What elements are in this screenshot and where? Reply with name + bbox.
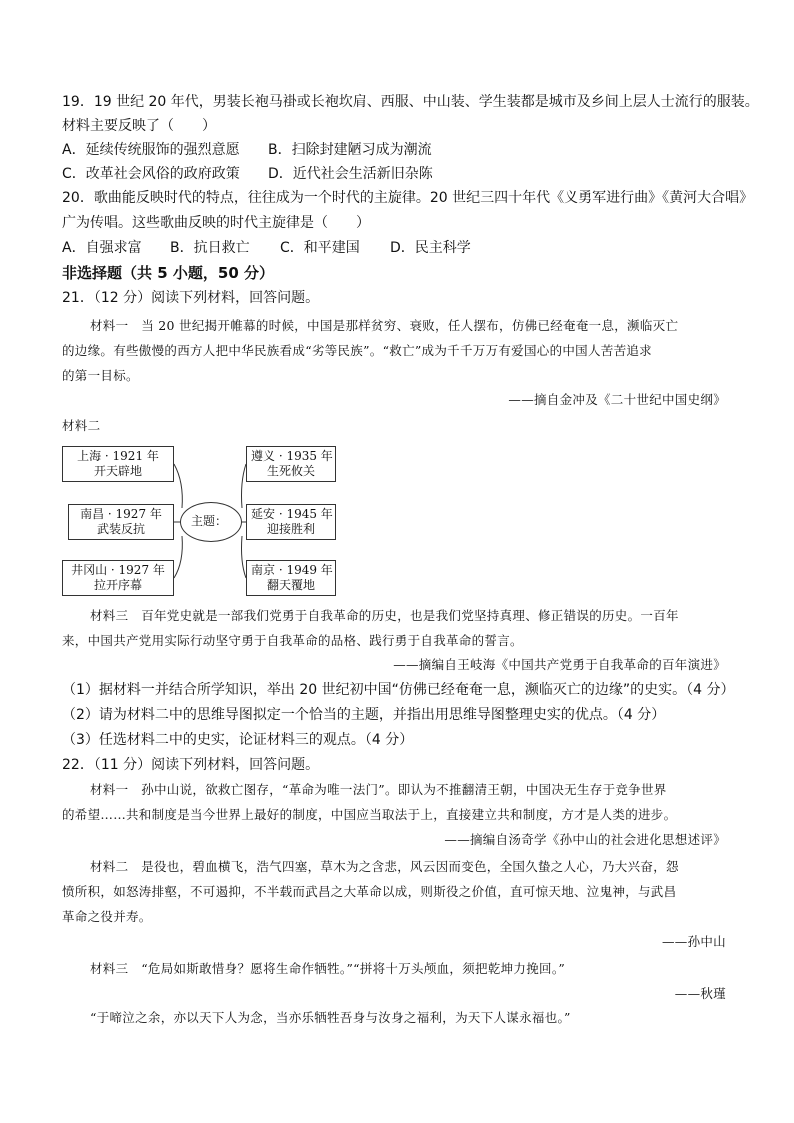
q22-material2-source: ——孙中山 [661, 934, 726, 949]
q21-material1-line1: 材料一 当 20 世纪揭开帷幕的时候，中国是那样贫穷、衰败，任人摆布，仿佛已经奄奄一息，濒临灭亡 [90, 318, 679, 333]
mind-map-node-nanjing [246, 560, 336, 596]
node-event: 开天辟地 [93, 464, 142, 478]
node-place: 井冈山 · 1927 年 [71, 563, 165, 577]
q21-material3-source: ——摘编自王岐海《中国共产党勇于自我革命的百年演进》 [393, 657, 726, 672]
center-topic-label: 主题： [191, 514, 228, 528]
q20-options [62, 238, 471, 258]
mind-map-node-zunyi [246, 446, 336, 482]
q19-option-a: A．延续传统服饰的强烈意愿 [62, 142, 240, 158]
q22-stem: 22．（11 分）阅读下列材料，回答问题。 [62, 757, 320, 773]
q19-options-row2 [62, 164, 433, 184]
node-place: 遵义 · 1935 年 [251, 449, 333, 463]
q20-option-b: B．抗日救亡 [170, 240, 250, 256]
q21-stem: 21．（12 分）阅读下列材料，回答问题。 [62, 290, 320, 306]
q20-stem-line1: 20．歌曲能反映时代的特点，往往成为一个时代的主旋律。20 世纪三四十年代《义勇军进行曲》《黄河大合唱》 [62, 190, 754, 206]
q21-material1-line2: 的边缘。有些傲慢的西方人把中华民族看成“劣等民族”。“救亡”成为千千万万有爱国心的中国人苦苦追求 [62, 343, 652, 358]
node-event: 武装反抗 [96, 522, 145, 536]
q20-option-a: A．自强求富 [62, 240, 142, 256]
node-event: 拉开序幕 [93, 578, 142, 592]
q20-option-d: D．民主科学 [390, 240, 471, 256]
q21-material3-line1: 材料三 百年党史就是一部我们党勇于自我革命的历史，也是我们党坚持真理、修正错误的历史。一百年 [90, 608, 679, 623]
mind-map-center-topic [180, 502, 242, 542]
node-place: 上海 · 1921 年 [77, 449, 159, 463]
q22-material3-line2: “于啼泣之余，亦以天下人为念，当亦乐牺牲吾身与汝身之福利，为天下人谋永福也。” [90, 1010, 571, 1025]
q22-material2-line3: 革命之役并寿。 [62, 909, 152, 924]
q21-subquestion-2: （2）请为材料二中的思维导图拟定一个恰当的主题，并指出用思维导图整理史实的优点。（4 分） [62, 707, 666, 723]
mind-map-node-shanghai [62, 446, 174, 482]
q19-stem-line1: 19．19 世纪 20 年代，男装长袍马褂或长袍坎肩、西服、中山装、学生装都是城市及乡间上层人士流行的服装。 [62, 94, 759, 110]
q22-material1-source: ——摘编自汤奇学《孙中山的社会进化思想述评》 [444, 832, 726, 847]
q20-stem-line2: 广为传唱。这些歌曲反映的时代主旋律是（ ） [62, 215, 370, 231]
q22-material3-source: ——秋瑾 [674, 986, 726, 1001]
node-event: 生死攸关 [266, 464, 315, 478]
node-event: 翻天覆地 [266, 578, 315, 592]
q22-material2-line2: 愤所积，如怒涛排壑，不可遏抑，不半载而武昌之大革命以成，则斯役之价值，直可惊天地、泣鬼神，与武昌 [62, 884, 677, 899]
node-place: 南昌 · 1927 年 [80, 507, 162, 521]
node-place: 延安 · 1945 年 [251, 507, 333, 521]
mind-map [62, 442, 342, 602]
q22-material1-line2: 的希望……共和制度是当今世界上最好的制度，中国应当取法于上，直接建立共和制度，方才是人类的进步。 [62, 807, 677, 822]
q22-material3-line1: 材料三 “危局如斯敢惜身？愿将生命作牺牲。”“拼将十万头颅血，须把乾坤力挽回。” [90, 961, 566, 976]
q21-material1-line3: 的第一目标。 [62, 368, 139, 383]
q21-material1-source: ——摘自金冲及《二十世纪中国史纲》 [508, 392, 726, 407]
q19-option-d: D．近代社会生活新旧杂陈 [268, 166, 433, 182]
q20-option-c: C．和平建国 [280, 240, 360, 256]
q21-subquestion-3: （3）任选材料二中的史实，论证材料三的观点。（4 分） [62, 732, 414, 748]
q19-option-b: B．扫除封建陋习成为潮流 [268, 142, 432, 158]
q22-material2-line1: 材料二 是役也，碧血横飞，浩气四塞，草木为之含悲，风云因而变色，全国久蛰之人心，乃大兴奋，怨 [90, 859, 679, 874]
q22-material1-line1: 材料一 孙中山说，欲救亡图存，“革命为唯一法门”。即认为不推翻清王朝，中国决无生存于竞争世界 [90, 782, 667, 797]
node-event: 迎接胜利 [266, 522, 315, 536]
section-title: 非选择题（共 5 小题，50 分） [62, 264, 274, 282]
q21-material2-label: 材料二 [62, 418, 101, 433]
mind-map-node-nanchang [68, 504, 174, 540]
q19-options-row1 [62, 140, 432, 160]
q19-option-c: C．改革社会风俗的政府政策 [62, 166, 240, 182]
node-place: 南京 · 1949 年 [251, 563, 333, 577]
mind-map-node-yanan [246, 504, 336, 540]
mind-map-node-jinggangshan [62, 560, 174, 596]
q21-subquestion-1: （1）据材料一并结合所学知识，举出 20 世纪初中国“仿佛已经奄奄一息，濒临灭亡的边缘”的史实。（4 分） [62, 682, 735, 698]
q21-material3-line2: 来，中国共产党用实际行动坚守勇于自我革命的品格、践行勇于自我革命的誓言。 [62, 633, 523, 648]
q19-stem-line2: 材料主要反映了（ ） [62, 118, 216, 134]
